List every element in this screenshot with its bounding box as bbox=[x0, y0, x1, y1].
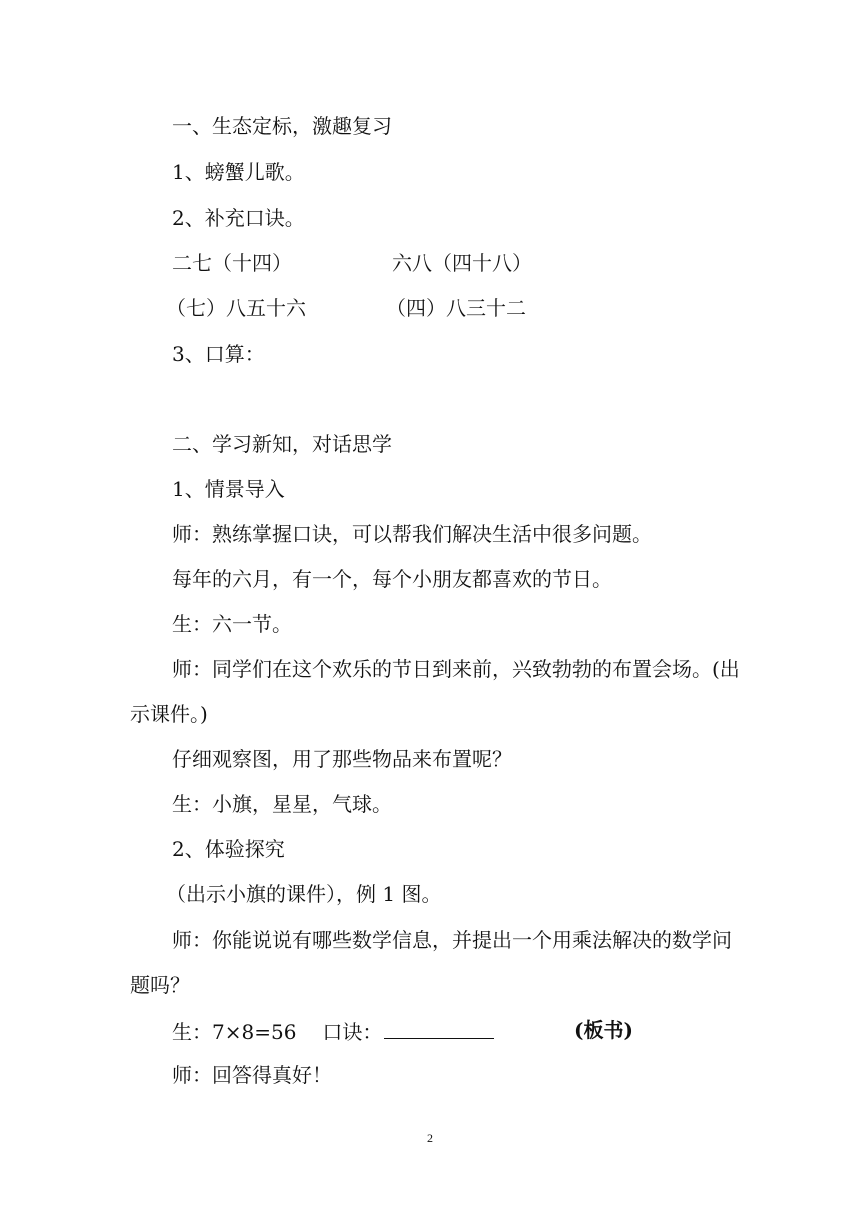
paragraph-teacher-2-continued: 示课件。) bbox=[130, 702, 208, 726]
paragraph-observe-picture: 仔细观察图，用了那些物品来布置呢？ bbox=[172, 747, 512, 771]
paragraph-student-1: 生：六一节。 bbox=[172, 612, 292, 636]
section-heading-new-knowledge: 二、学习新知，对话思学 bbox=[172, 432, 392, 456]
rhyme-label: 口诀： bbox=[322, 1020, 383, 1044]
paragraph-explore: 2、体验探究 bbox=[172, 837, 285, 861]
equation-text: 生：7×8=56 bbox=[172, 1020, 297, 1044]
rhyme-item-2x7: 二七（十四） bbox=[172, 251, 292, 275]
paragraph-student-answer bbox=[172, 1018, 494, 1044]
paragraph-crab-song: 1、螃蟹儿歌。 bbox=[172, 160, 305, 184]
paragraph-show-flags: （出示小旗的课件），例 1 图。 bbox=[166, 882, 442, 906]
paragraph-scene-intro: 1、情景导入 bbox=[172, 477, 285, 501]
paragraph-teacher-3-continued: 题吗？ bbox=[130, 973, 190, 997]
paragraph-teacher-2: 师：同学们在这个欢乐的节日到来前，兴致勃勃的布置会场。(出 bbox=[172, 657, 740, 681]
paragraph-student-2: 生：小旗，星星，气球。 bbox=[172, 792, 392, 816]
blackboard-note: (板书) bbox=[574, 1018, 633, 1042]
paragraph-teacher-1: 师：熟练掌握口诀，可以帮我们解决生活中很多问题。 bbox=[172, 522, 652, 546]
paragraph-teacher-praise: 师：回答得真好！ bbox=[172, 1063, 332, 1087]
paragraph-teacher-3: 师：你能说说有哪些数学信息，并提出一个用乘法解决的数学问 bbox=[172, 928, 732, 952]
answer-blank bbox=[384, 1018, 494, 1039]
paragraph-oral-calculation: 3、口算： bbox=[172, 342, 265, 366]
rhyme-item-6x8: 六八（四十八） bbox=[392, 251, 532, 275]
rhyme-item-4x8: （四）八三十二 bbox=[386, 296, 526, 320]
page-number: 2 bbox=[427, 1131, 433, 1145]
paragraph-supplement-rhyme: 2、补充口诀。 bbox=[172, 206, 305, 230]
paragraph-june-festival: 每年的六月，有一个，每个小朋友都喜欢的节日。 bbox=[172, 567, 612, 591]
section-heading-review: 一、生态定标，激趣复习 bbox=[172, 114, 392, 138]
rhyme-item-7x8: （七）八五十六 bbox=[166, 296, 306, 320]
